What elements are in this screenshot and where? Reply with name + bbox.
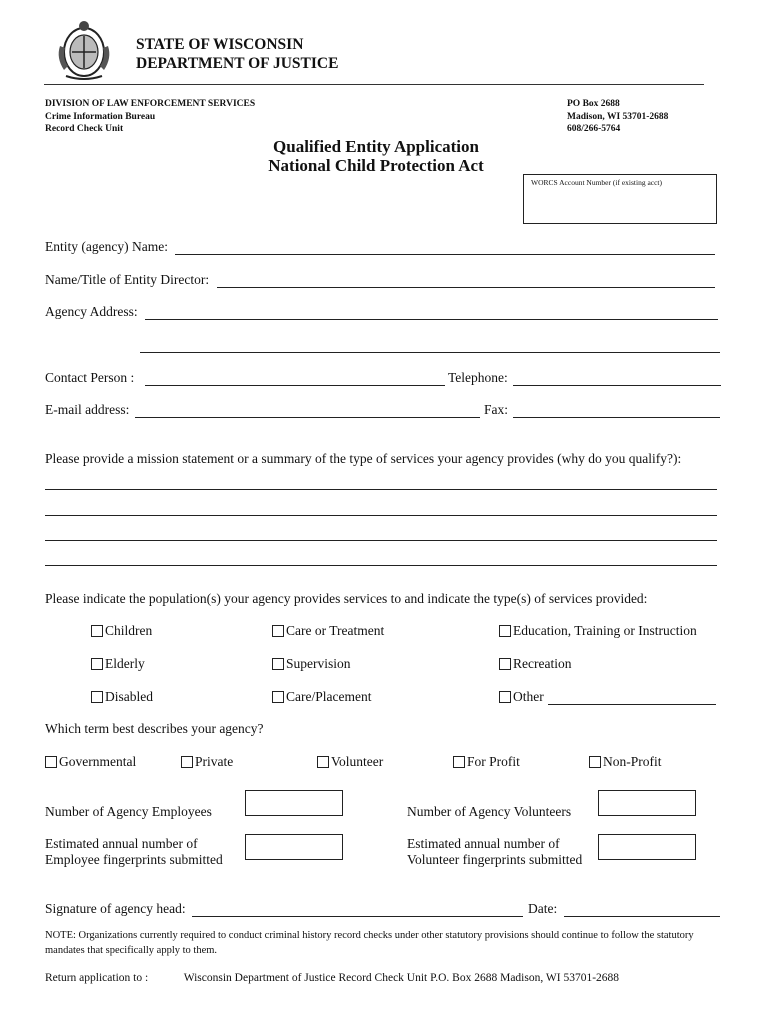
office-phone: 608/266-5764 <box>567 124 621 134</box>
agency-header <box>136 35 338 73</box>
wisconsin-state-seal-icon <box>52 16 116 82</box>
population-prompt: Please indicate the population(s) your agency provides services to and indicate the type(s) of services provided: <box>45 591 648 606</box>
address-field-line1[interactable] <box>145 306 718 320</box>
checkbox-label: Care or Treatment <box>286 623 385 638</box>
signature-label: Signature of agency head: <box>45 901 186 916</box>
bureau-name: Crime Information Bureau <box>45 111 156 122</box>
checkbox-label: Private <box>195 754 234 769</box>
checkbox-non-profit[interactable] <box>589 754 662 770</box>
checkbox-elderly[interactable] <box>91 656 145 672</box>
director-field[interactable] <box>217 274 715 288</box>
checkbox-label: Supervision <box>286 656 351 671</box>
volunteers-count-field[interactable] <box>598 790 696 816</box>
mission-line[interactable] <box>45 476 717 490</box>
volunteers-label: Number of Agency Volunteers <box>407 804 572 819</box>
entity-name-field[interactable] <box>175 241 715 255</box>
checkbox-box[interactable] <box>272 625 284 637</box>
employee-fingerprints-line2: Employee fingerprints submitted <box>45 852 223 867</box>
checkbox-other[interactable] <box>499 689 544 705</box>
checkbox-care-placement[interactable] <box>272 689 371 705</box>
worcs-label: WORCS Account Number (if existing acct) <box>531 178 663 187</box>
checkbox-box[interactable] <box>589 756 601 768</box>
worcs-account-field[interactable] <box>523 174 717 224</box>
checkbox-box[interactable] <box>91 658 103 670</box>
mission-line[interactable] <box>45 552 717 566</box>
form-title-line2: National Child Protection Act <box>268 156 484 175</box>
telephone-label: Telephone: <box>448 370 508 385</box>
state-name: STATE OF WISCONSIN <box>136 36 304 53</box>
telephone-field[interactable] <box>513 372 721 386</box>
employee-fingerprints-line1: Estimated annual number of <box>45 836 198 851</box>
employees-label: Number of Agency Employees <box>45 804 212 819</box>
employee-fingerprints-label <box>45 836 223 868</box>
address-field-line2[interactable] <box>140 339 720 353</box>
checkbox-disabled[interactable] <box>91 689 153 705</box>
checkbox-label: Volunteer <box>331 754 384 769</box>
employee-fingerprints-field[interactable] <box>245 834 343 860</box>
division-block <box>45 98 255 136</box>
checkbox-label: Disabled <box>105 689 153 704</box>
checkbox-box[interactable] <box>499 625 511 637</box>
unit-name: Record Check Unit <box>45 124 124 134</box>
checkbox-governmental[interactable] <box>45 754 136 770</box>
signature-field[interactable] <box>192 903 523 917</box>
checkbox-volunteer[interactable] <box>317 754 383 770</box>
checkbox-label: Children <box>105 623 153 638</box>
agency-type-prompt: Which term best describes your agency? <box>45 721 264 736</box>
checkbox-label: Recreation <box>513 656 572 671</box>
employees-count-field[interactable] <box>245 790 343 816</box>
checkbox-box[interactable] <box>499 691 511 703</box>
return-instructions <box>45 972 619 984</box>
checkbox-label: Elderly <box>105 656 145 671</box>
volunteer-fingerprints-line2: Volunteer fingerprints submitted <box>407 852 583 867</box>
contact-label: Contact Person : <box>45 370 135 385</box>
mission-line[interactable] <box>45 502 717 516</box>
form-title-line1: Qualified Entity Application <box>273 137 479 156</box>
checkbox-label: Education, Training or Instruction <box>513 623 697 638</box>
checkbox-label: Governmental <box>59 754 137 769</box>
volunteer-fingerprints-label <box>407 836 582 868</box>
entity-name-label: Entity (agency) Name: <box>45 239 168 254</box>
checkbox-label: Other <box>513 689 544 704</box>
checkbox-box[interactable] <box>272 691 284 703</box>
checkbox-education[interactable] <box>499 623 697 639</box>
checkbox-box[interactable] <box>91 625 103 637</box>
checkbox-children[interactable] <box>91 623 152 639</box>
form-title <box>0 137 752 175</box>
checkbox-box[interactable] <box>499 658 511 670</box>
address-label: Agency Address: <box>45 304 138 319</box>
checkbox-care-or-treatment[interactable] <box>272 623 384 639</box>
return-label: Return application to : <box>45 972 149 984</box>
checkbox-box[interactable] <box>91 691 103 703</box>
division-name: DIVISION OF LAW ENFORCEMENT SERVICES <box>45 99 256 109</box>
city-state-zip: Madison, WI 53701-2688 <box>567 111 669 122</box>
return-address: Wisconsin Department of Justice Record Check Unit P.O. Box 2688 Madison, WI 53701-2688 <box>183 972 620 984</box>
contact-block <box>567 98 668 136</box>
checkbox-label: Non-Profit <box>603 754 662 769</box>
department-name: DEPARTMENT OF JUSTICE <box>136 55 339 72</box>
checkbox-box[interactable] <box>453 756 465 768</box>
fax-field[interactable] <box>513 404 720 418</box>
mission-prompt: Please provide a mission statement or a summary of the type of services your agency provides (why do you qualify?): <box>45 451 682 466</box>
checkbox-box[interactable] <box>45 756 57 768</box>
checkbox-box[interactable] <box>181 756 193 768</box>
email-field[interactable] <box>135 404 480 418</box>
date-field[interactable] <box>564 903 720 917</box>
date-label: Date: <box>528 901 558 916</box>
contact-field[interactable] <box>145 372 445 386</box>
checkbox-for-profit[interactable] <box>453 754 520 770</box>
mission-line[interactable] <box>45 527 717 541</box>
email-label: E-mail address: <box>45 402 130 417</box>
fax-label: Fax: <box>484 402 509 417</box>
statutory-note: NOTE: Organizations currently required to conduct criminal history record checks under other statutory provisions should continue to follow the statutory mandates that specifically apply to them. <box>45 930 694 956</box>
other-specify-field[interactable] <box>548 691 716 705</box>
checkbox-supervision[interactable] <box>272 656 351 672</box>
checkbox-recreation[interactable] <box>499 656 571 672</box>
checkbox-private[interactable] <box>181 754 233 770</box>
checkbox-label: For Profit <box>467 754 520 769</box>
header-divider <box>44 84 704 85</box>
volunteer-fingerprints-field[interactable] <box>598 834 696 860</box>
po-box: PO Box 2688 <box>567 99 620 109</box>
checkbox-label: Care/Placement <box>286 689 372 704</box>
volunteer-fingerprints-line1: Estimated annual number of <box>407 836 560 851</box>
checkbox-box[interactable] <box>272 658 284 670</box>
checkbox-box[interactable] <box>317 756 329 768</box>
director-label: Name/Title of Entity Director: <box>45 272 210 287</box>
